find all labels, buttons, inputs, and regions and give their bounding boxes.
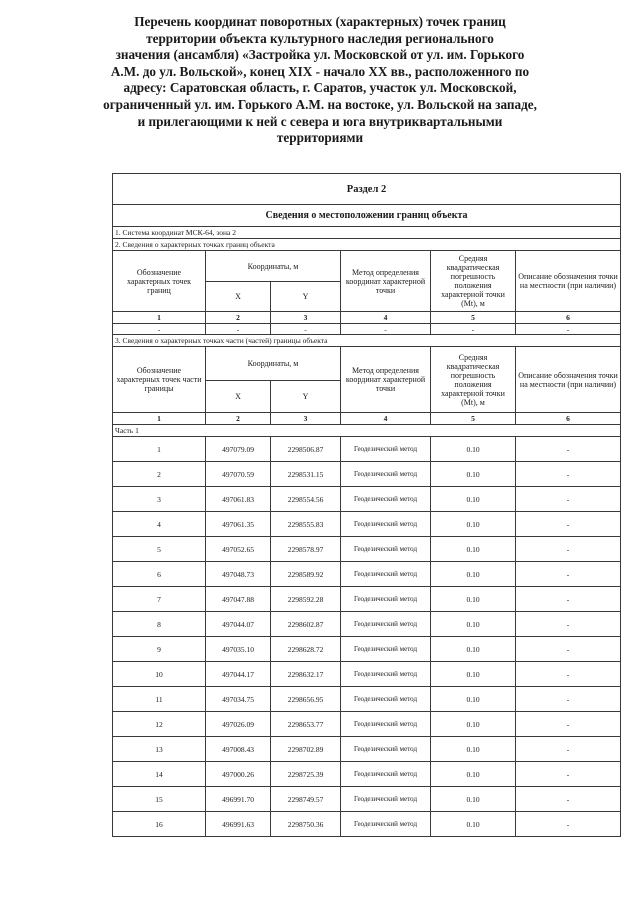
title-line: А.М. до ул. Вольской», конец XIX - начало XX вв., расположенного по bbox=[110, 63, 530, 79]
table-row bbox=[113, 437, 621, 462]
coord-y: 2298555.83 bbox=[271, 512, 341, 537]
method: Геодезический метод bbox=[341, 462, 431, 487]
coord-x: 497052.65 bbox=[206, 537, 271, 562]
header-error: Средняя квадратическая погрешность положения характерной точки (Мt), м bbox=[431, 347, 516, 413]
method: Геодезический метод bbox=[341, 612, 431, 637]
coord-x: 497035.10 bbox=[206, 637, 271, 662]
method: Геодезический метод bbox=[341, 812, 431, 837]
coord-x: 497048.73 bbox=[206, 562, 271, 587]
table-row bbox=[113, 737, 621, 762]
description: - bbox=[516, 587, 621, 612]
coord-y: 2298632.17 bbox=[271, 662, 341, 687]
point-number: 6 bbox=[113, 562, 206, 587]
description: - bbox=[516, 612, 621, 637]
coord-x: 497044.07 bbox=[206, 612, 271, 637]
coord-x: 497061.35 bbox=[206, 512, 271, 537]
empty-cell: - bbox=[341, 324, 431, 335]
column-number: 3 bbox=[271, 413, 341, 425]
error: 0.10 bbox=[431, 587, 516, 612]
description: - bbox=[516, 662, 621, 687]
header-coordinates: Координаты, м bbox=[206, 251, 341, 282]
coord-y: 2298653.77 bbox=[271, 712, 341, 737]
coord-y: 2298628.72 bbox=[271, 637, 341, 662]
header-method: Метод определения координат характерной точки bbox=[341, 347, 431, 413]
description: - bbox=[516, 637, 621, 662]
coord-x: 496991.63 bbox=[206, 812, 271, 837]
method: Геодезический метод bbox=[341, 437, 431, 462]
error: 0.10 bbox=[431, 637, 516, 662]
table-row bbox=[113, 512, 621, 537]
coord-x: 497008.43 bbox=[206, 737, 271, 762]
description: - bbox=[516, 537, 621, 562]
description: - bbox=[516, 812, 621, 837]
header-designation: Обозначение характерных точек части границы bbox=[113, 347, 206, 413]
table-row bbox=[113, 712, 621, 737]
description: - bbox=[516, 462, 621, 487]
description: - bbox=[516, 787, 621, 812]
method: Геодезический метод bbox=[341, 637, 431, 662]
point-number: 2 bbox=[113, 462, 206, 487]
coord-y: 2298602.87 bbox=[271, 612, 341, 637]
method: Геодезический метод bbox=[341, 587, 431, 612]
header-y: Y bbox=[271, 381, 341, 413]
header-y: Y bbox=[271, 282, 341, 312]
method: Геодезический метод bbox=[341, 687, 431, 712]
coord-y: 2298578.97 bbox=[271, 537, 341, 562]
error: 0.10 bbox=[431, 512, 516, 537]
method: Геодезический метод bbox=[341, 662, 431, 687]
error: 0.10 bbox=[431, 537, 516, 562]
point-number: 5 bbox=[113, 537, 206, 562]
column-number: 3 bbox=[271, 312, 341, 324]
coord-x: 497070.59 bbox=[206, 462, 271, 487]
error: 0.10 bbox=[431, 687, 516, 712]
part-label: Часть 1 bbox=[113, 425, 621, 437]
description: - bbox=[516, 487, 621, 512]
description: - bbox=[516, 712, 621, 737]
coordinate-system-line: 1. Система координат МСК-64, зона 2 bbox=[113, 227, 621, 239]
coord-y: 2298554.56 bbox=[271, 487, 341, 512]
error: 0.10 bbox=[431, 462, 516, 487]
column-number: 1 bbox=[113, 312, 206, 324]
empty-cell: - bbox=[431, 324, 516, 335]
empty-cell: - bbox=[113, 324, 206, 335]
column-number: 5 bbox=[431, 413, 516, 425]
method: Геодезический метод bbox=[341, 762, 431, 787]
point-number: 11 bbox=[113, 687, 206, 712]
point-number: 4 bbox=[113, 512, 206, 537]
section-title: Раздел 2 bbox=[113, 174, 621, 205]
coord-y: 2298725.39 bbox=[271, 762, 341, 787]
column-number: 4 bbox=[341, 312, 431, 324]
description: - bbox=[516, 687, 621, 712]
error: 0.10 bbox=[431, 787, 516, 812]
header-designation: Обозначение характерных точек границ bbox=[113, 251, 206, 312]
header-x: X bbox=[206, 381, 271, 413]
coord-y: 2298749.57 bbox=[271, 787, 341, 812]
coord-x: 497061.83 bbox=[206, 487, 271, 512]
title-line: территории объекта культурного наследия регионального bbox=[146, 30, 494, 46]
table-row bbox=[113, 637, 621, 662]
method: Геодезический метод bbox=[341, 787, 431, 812]
title-line: территориями bbox=[276, 130, 364, 146]
coord-y: 2298702.89 bbox=[271, 737, 341, 762]
error: 0.10 bbox=[431, 662, 516, 687]
coord-y: 2298656.95 bbox=[271, 687, 341, 712]
point-number: 15 bbox=[113, 787, 206, 812]
method: Геодезический метод bbox=[341, 562, 431, 587]
column-number: 2 bbox=[206, 413, 271, 425]
point-number: 7 bbox=[113, 587, 206, 612]
document-title bbox=[100, 14, 540, 147]
table-row bbox=[113, 612, 621, 637]
coord-x: 497000.26 bbox=[206, 762, 271, 787]
table-row bbox=[113, 462, 621, 487]
description: - bbox=[516, 512, 621, 537]
coord-x: 497044.17 bbox=[206, 662, 271, 687]
title-line: адресу: Саратовская область, г. Саратов, участок ул. Московской, bbox=[123, 80, 517, 96]
point-number: 9 bbox=[113, 637, 206, 662]
table-row bbox=[113, 662, 621, 687]
table-row bbox=[113, 812, 621, 837]
method: Геодезический метод bbox=[341, 737, 431, 762]
coord-y: 2298589.92 bbox=[271, 562, 341, 587]
error: 0.10 bbox=[431, 562, 516, 587]
table-row bbox=[113, 537, 621, 562]
point-number: 16 bbox=[113, 812, 206, 837]
error: 0.10 bbox=[431, 737, 516, 762]
coord-y: 2298750.36 bbox=[271, 812, 341, 837]
error: 0.10 bbox=[431, 762, 516, 787]
point-number: 1 bbox=[113, 437, 206, 462]
coord-y: 2298531.15 bbox=[271, 462, 341, 487]
column-number: 6 bbox=[516, 413, 621, 425]
table-row bbox=[113, 687, 621, 712]
header-method: Метод определения координат характерной точки bbox=[341, 251, 431, 312]
title-line: значения (ансамбля) «Застройка ул. Московской от ул. им. Горького bbox=[115, 47, 525, 63]
part-points-line: 3. Сведения о характерных точках части (частей) границы объекта bbox=[113, 335, 621, 347]
description: - bbox=[516, 562, 621, 587]
error: 0.10 bbox=[431, 812, 516, 837]
point-number: 12 bbox=[113, 712, 206, 737]
header-coordinates: Координаты, м bbox=[206, 347, 341, 381]
description: - bbox=[516, 737, 621, 762]
error: 0.10 bbox=[431, 487, 516, 512]
coord-y: 2298506.87 bbox=[271, 437, 341, 462]
point-number: 3 bbox=[113, 487, 206, 512]
header-x: X bbox=[206, 282, 271, 312]
title-line: ограниченный ул. им. Горького А.М. на востоке, ул. Вольской на западе, bbox=[103, 96, 537, 112]
point-number: 8 bbox=[113, 612, 206, 637]
empty-cell: - bbox=[516, 324, 621, 335]
title-line: Перечень координат поворотных (характерных) точек границ bbox=[134, 14, 506, 29]
section-subtitle: Сведения о местоположении границ объекта bbox=[113, 205, 621, 227]
error: 0.10 bbox=[431, 437, 516, 462]
method: Геодезический метод bbox=[341, 537, 431, 562]
column-number: 2 bbox=[206, 312, 271, 324]
table-row bbox=[113, 562, 621, 587]
method: Геодезический метод bbox=[341, 512, 431, 537]
description: - bbox=[516, 762, 621, 787]
description: - bbox=[516, 437, 621, 462]
coord-x: 497047.88 bbox=[206, 587, 271, 612]
point-number: 13 bbox=[113, 737, 206, 762]
header-error: Средняя квадратическая погрешность положения характерной точки (Мt), м bbox=[431, 251, 516, 312]
point-number: 14 bbox=[113, 762, 206, 787]
header-description: Описание обозначения точки на местности (при наличии) bbox=[516, 251, 621, 312]
boundary-points-line: 2. Сведения о характерных точках границ объекта bbox=[113, 239, 621, 251]
table-row bbox=[113, 762, 621, 787]
empty-cell: - bbox=[206, 324, 271, 335]
coord-x: 497034.75 bbox=[206, 687, 271, 712]
coord-x: 497026.09 bbox=[206, 712, 271, 737]
column-number: 5 bbox=[431, 312, 516, 324]
column-number: 4 bbox=[341, 413, 431, 425]
method: Геодезический метод bbox=[341, 712, 431, 737]
method: Геодезический метод bbox=[341, 487, 431, 512]
error: 0.10 bbox=[431, 612, 516, 637]
error: 0.10 bbox=[431, 712, 516, 737]
header-description: Описание обозначения точки на местности (при наличии) bbox=[516, 347, 621, 413]
column-number: 1 bbox=[113, 413, 206, 425]
table-row bbox=[113, 787, 621, 812]
column-number: 6 bbox=[516, 312, 621, 324]
table-row bbox=[113, 587, 621, 612]
empty-cell: - bbox=[271, 324, 341, 335]
coord-x: 497079.09 bbox=[206, 437, 271, 462]
coord-x: 496991.70 bbox=[206, 787, 271, 812]
coord-y: 2298592.28 bbox=[271, 587, 341, 612]
table-row bbox=[113, 487, 621, 512]
coordinates-table bbox=[112, 173, 621, 837]
point-number: 10 bbox=[113, 662, 206, 687]
title-line: и прилегающими к ней с севера и юга внутриквартальными bbox=[137, 113, 503, 129]
